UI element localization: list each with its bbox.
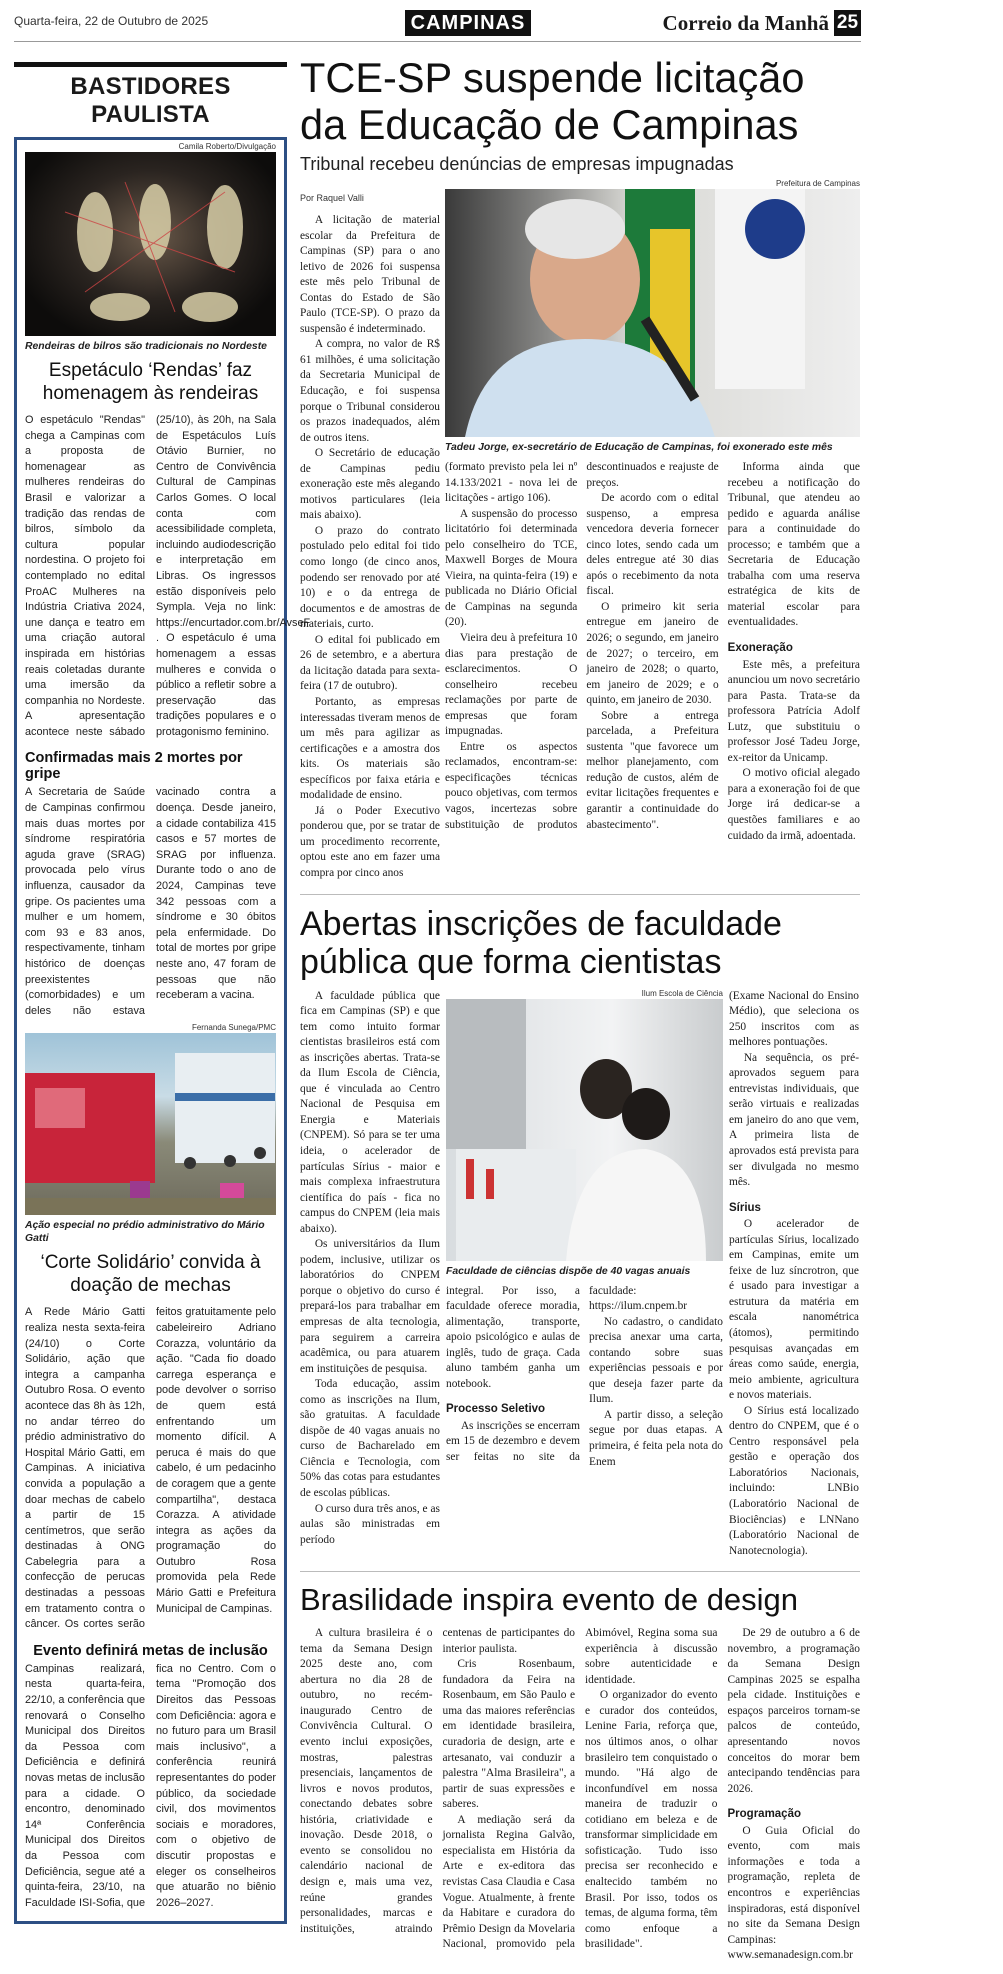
paragraph: O organizador do evento e curador dos conteúdos, Lenine Faria, reforça que, nos últimos anos, o olhar brasileiro tem conquistado o mundo. "Há algo de inconfundível em nossa maneira de traduzir o cotidiano em beleza e de transformar simplicidade em sofisticação. Tudo isso precisa ser reconhecido e enaltecido também no Brasil. Por isso, todos os temas, de alguma forma, têm como enfoque a brasilidade". <box>585 1689 718 1951</box>
paragraph: As inscrições se encerram em 15 de dezembro e devem ser feitas no site da faculdade: https://ilum.cnpem.br <box>446 1284 688 1463</box>
paragraph: No cadastro, o candidato precisa anexar uma carta, contando sobre suas experiências pessoais e por que deseja fazer parte da Ilum. <box>589 1315 723 1406</box>
article-headline: Abertas inscrições de faculdade pública que forma cientistas <box>300 904 782 981</box>
paragraph: Campinas realizará, nesta quarta-feira, 22/10, a conferência que renovará o Conselho Municipal dos Direitos da Pessoa com Deficiência e definirá novas metas de inclusão para a cidade. O encontro, denominado 14ª Conferência Municipal dos Direitos da Pessoa com Deficiência, segue até a quinta-feira, 23/10, na Faculdade ISI-Sofia, que fica no Centro. Com o tema "Promoção dos Direitos das Pessoas com Deficiência: agora e no futuro para um Brasil mais inclusivo", a conferência reunirá representantes do poder público, da sociedade civil, dos movimentos sociais e moradores, com o objetivo de discutir propostas e eleger os conselheiros que atuarão no biênio 2026–2027. <box>25 1662 276 1909</box>
paragraph: O Guia Oficial do evento, com mais informações e toda a programação, repleta de encontros e experiências inspiradoras, está disponível no site da Semana Design Campinas: www.semanadesign.com.br <box>727 1824 860 1962</box>
paragraph: Este mês, a prefeitura anunciou um novo secretário para Pasta. Trata-se da professora Patrícia Adolf Lutz, que substituiu o professor José Tadeu Jorge, ex-reitor da Unicamp. <box>727 658 860 764</box>
paragraph: Os universitários da Ilum podem, inclusive, utilizar os laboratórios do CNPEM porque o objetivo do curso é prepará-los para trabalhar em empresas de alta tecnologia, para seguirem a carreira acadêmica, ou para atuarem em instituições de pesquisa. <box>300 1238 440 1375</box>
photo-credit: Ilum Escola de Ciência <box>641 988 723 998</box>
paragraph: A compra, no valor de R$ 61 milhões, é uma solicitação da Secretaria Municipal de Educação, e foi suspensa porque o Tribunal considerou os prazos inadequados, além de outros itens. <box>300 338 440 444</box>
article-body-cols <box>445 460 860 844</box>
paragraph: Cris Rosenbaum, fundadora da Feira na Rosenbaum, em São Paulo e uma das maiores referências em identidade brasileira, curadoria de design, arte e artesanato, vai conduzir a palestra "Alma Brasileira", a partir de suas expressões e saberes. <box>442 1658 575 1811</box>
paragraph: A Rede Mário Gatti realiza nesta sexta-feira (24/10) o Corte Solidário, ação que integra a campanha Outubro Rosa. O evento acontece das 8h às 12h, no andar térreo do prédio administrativo do Hospital Mário Gatti, em Campinas. A iniciativa convida a população a doar mechas de cabelo a partir de 15 centímetros, que serão destinadas à ONG Cabelegria para a confecção de perucas destinadas a pessoas em tratamento contra o câncer. Os cortes serão feitos gratuitamente pelo cabeleireiro Adriano Corazza, voluntário da ação. "Cada fio doado carrega esperança e pode devolver o sorriso de quem está enfrentando um momento difícil. A peruca é mais do que cabelo, é um pedacinho de coragem que a gente compartilha", destaca Corazza. A atividade integra as ações da programação do Outubro Rosa promovida pela Rede Mário Gatti e Prefeitura Municipal de Campinas. <box>25 1306 276 1631</box>
paragraph: A mediação será da jornalista Regina Galvão, especialista em História da Arte e ex-editora das revistas Casa Claudia e Casa Vogue. Atualmente, à frente da Habitare e curadora do Prêmio Design da Movelaria Nacional, promovido pela Abimóvel, Regina soma sua experiência à discussão sobre autenticidade e identidade. <box>442 1627 718 1951</box>
paragraph: (Exame Nacional do Ensino Médio), que seleciona os 250 inscritos com as melhores pontuações. <box>729 989 859 1049</box>
paragraph: O motivo oficial alegado para a exoneração foi de que Jorge irá dedicar-se a questões familiares e ao cuidado da irmã, adoentada. <box>727 767 860 842</box>
article-body-cols <box>446 1284 723 1471</box>
paragraph: O acelerador de partículas Sírius, localizado em Campinas, emite um feixe de luz síncrotron, que é usado para investigar a estrutura da matéria em escala nanométrica (átomos), permitindo pesquisas avançadas em áreas como saúde, energia, meio ambiente, agricultura e novos materiais. <box>729 1218 859 1402</box>
article1-layout <box>300 179 860 882</box>
masthead <box>560 10 861 36</box>
photo-credit: Camila Roberto/Divulgação <box>178 142 276 151</box>
article-body-col1 <box>300 989 440 1560</box>
paragraph: A partir disso, a seleção segue por duas etapas. A primeira, é feita pela nota do Enem <box>589 1408 723 1468</box>
paragraph: Toda educação, assim como as inscrições na Ilum, são gratuitas. A faculdade dispõe de 40 vagas anuais no curso de Bacharelado em Ciência e Tecnologia, com 50% das cotas para estudantes de escolas públicas. <box>300 1378 440 1500</box>
main-column <box>300 54 860 1974</box>
paragraph: O espetáculo "Rendas" chega a Campinas com a proposta de homenagear as mulheres rendeiras do Brasil e valorizar a tradição das rendas de bilros, símbolo da cultura popular nordestina. O projeto foi contemplado no edital ProAC Mulheres na Indústria Criativa 2024, une dança e teatro em uma criação autoral inspirada em histórias reais coletadas durante uma imersão da companhia no Nordeste. A apresentação acontece neste sábado (25/10), às 20h, na Sala de Espetáculos Luís Otávio Burnier, no Centro de Convivência Cultural de Campinas Carlos Gomes. O local conta com acessibilidade completa, incluindo audiodescrição e interpretação em Libras. Os ingressos estão disponíveis pelo Sympla. Veja no link: https://encurtador.com.br/AvseF . O espetáculo é uma homenagem a essas mulheres e convida o público a refletir sobre a preservação das tradições populares e o protagonismo feminino. <box>25 414 311 738</box>
paragraph: O edital foi publicado em 26 de setembro, e a abertura da licitação datada para sexta-feira (17 de outubro). <box>300 633 440 693</box>
story-headline: ‘Corte Solidário’ convida à doação de mechas <box>40 1252 261 1297</box>
article-divider <box>300 894 860 895</box>
photo-caption: Ação especial no prédio administrativo do Mário Gatti <box>25 1220 265 1245</box>
paragraph: De 29 de outubro a 6 de novembro, a programação da Semana Design Campinas 2025 se espalha pela cidade. Instituições e espaços parceiros tornam-se palcos de conteúdo, apresentando novos conceitos do morar bem antecipando tendências para 2026. <box>727 1627 860 1795</box>
story-headline: Evento definirá metas de inclusão <box>33 1642 268 1659</box>
photo-credit: Fernanda Sunega/PMC <box>191 1023 276 1033</box>
paragraph: A licitação de material escolar da Prefeitura de Campinas (SP) para o ano letivo de 2026 foi suspensa este mês pelo Tribunal de Contas do Estado de São Paulo (TCE-SP). O prazo da suspensão é indeterminado. <box>300 214 440 335</box>
section-label: CAMPINAS <box>405 10 531 36</box>
subheading: Processo Seletivo <box>446 1403 546 1416</box>
truck-photo <box>25 1033 276 1215</box>
paragraph: integral. Por isso, a faculdade oferece moradia, alimentação, transporte, apoio psicológico e aulas de inglês, tudo de graça. Cada aluno também ganha um notebook. <box>446 1284 580 1390</box>
story-headline: Confirmadas mais 2 mortes por gripe <box>25 750 243 783</box>
paragraph: O primeiro kit seria entregue em janeiro de 2026; o segundo, em janeiro de 2027; o terceiro, em janeiro de 2028; o quarto, em janeiro de 2029; e o quinto, em janeiro de 2030. <box>586 600 719 707</box>
story-body <box>25 1662 276 1912</box>
paragraph: O curso dura três anos, e as aulas são ministradas em período <box>300 1502 440 1546</box>
edition-date: Quarta-feira, 22 de Outubro de 2025 <box>14 14 209 28</box>
story-body <box>25 785 276 1019</box>
paragraph: Já o Poder Executivo ponderou que, por se tratar de um procedimento recorrente, optou este ano em fazer uma compra por cinco anos <box>300 804 440 879</box>
page-number: 25 <box>834 10 861 36</box>
article-body-col1 <box>300 213 440 882</box>
paragraph: (formato previsto pela lei nº 14.133/2021 - nova lei de licitações - artigo 106). <box>445 461 578 505</box>
story-body <box>25 413 311 740</box>
paragraph: A cultura brasileira é o tema da Semana Design 2025 deste ano, com abertura no dia 28 de outubro, no recém-inaugurado Centro de Convivência Cultural. O evento inclui exposições, mostras, palestras presenciais, lançamentos de livros e novos produtos, conectando debates sobre história, criatividade e inovação. Desde 2018, o evento se consolidou no calendário nacional de design e, mais uma vez, reúne grandes personalidades, marcas e instituições, atraindo centenas de participantes do interior paulista. <box>300 1627 575 1935</box>
dancers-photo <box>25 152 276 336</box>
paragraph: Portanto, as empresas interessadas tiveram menos de um mês para agilizar as certificações e a amostra dos kits. Os materiais são específicos por faixa etária e modalidade de ensino. <box>300 695 440 802</box>
header-divider <box>14 41 861 42</box>
article-body-cols <box>300 1626 860 1973</box>
article-subtitle: Tribunal recebeu denúncias de empresas impugnadas <box>300 154 734 174</box>
subheading: Exoneração <box>727 642 793 655</box>
dancers-illustration <box>25 152 276 336</box>
paragraph: De acordo com o edital suspenso, a empresa vencedora deveria fornecer cinco lotes, sendo cada um deles entregue até 30 dias após o recebimento da nota fiscal. <box>586 492 719 598</box>
paragraph: A faculdade pública que fica em Campinas (SP) e que tem como intuito formar cientistas brasileiros está com as inscrições abertas. Trata-se da Ilum Escola de Ciência, que é vinculada ao Centro Nacional de Pesquisa em Energia e Materiais (CNPEM). Só para se ter uma ideia, o acelerador de partículas Sírius - maior e mais complexa infraestrutura científica do país - fica no campus do CNPEM (leia mais abaixo). <box>300 989 440 1235</box>
newspaper-logo: Correio da Manhã <box>662 10 829 35</box>
photo-caption: Rendeiras de bilros são tradicionais no Nordeste <box>25 341 267 352</box>
sidebar-box <box>14 137 311 1924</box>
paragraph: Informa ainda que recebeu a notificação do Tribunal, que atendeu ao pedido e aguarda análise para a continuidade do processo; e também que a Secretaria de Educação trabalha com uma reserva estratégica de kits de material escolar para eventualidades. <box>727 461 860 629</box>
paragraph: Entre os aspectos reclamados, encontram-se: especificações técnicas pouco objetivas, com termos vagos, incertezas sobre substituição de produtos descontinuados e reajuste de preços. <box>445 461 719 831</box>
photo-caption: Faculdade de ciências dispõe de 40 vagas anuais <box>446 1265 691 1277</box>
paragraph: O prazo do contrato postulado pelo edital foi tido como longo (de cinco anos, podendo ser renovado por até 10) e o da entrega de documentos e de amostras de materiais, curto. <box>300 524 440 631</box>
lab-photo <box>446 999 723 1261</box>
paragraph: A Secretaria de Saúde de Campinas confirmou mais duas mortes por síndrome respiratória aguda grave (SRAG) provocada pelo vírus influenza, causador da gripe. Os pacientes uma mulher e um homem, com 93 e 83 anos, respectivamente, tinham histórico de doenças preexistentes (comorbidades) e um deles não estava vacinado contra a doença. Desde janeiro, a cidade contabiliza 415 casos e 57 mortes de SRAG por influenza. Durante todo o ano de 2024, Campinas teve 342 pessoas com a síndrome e 30 óbitos pela enfermidade. Do total de mortes por gripe neste ano, 47 foram de pessoas que não receberam a vacina. <box>25 786 276 1017</box>
article2-middle <box>446 989 723 1560</box>
paragraph: Sobre a entrega parcelada, a Prefeitura sustenta "que favorece um melhor planejamento, com redução de custos, além de evitar licitações frequentes e garantir a continuidade do abastecimento". <box>586 709 719 831</box>
sidebar-title: BASTIDORES PAULISTA <box>70 73 231 128</box>
article2-layout <box>300 989 860 1560</box>
article1-left <box>300 179 440 882</box>
story-headline: Espetáculo ‘Rendas’ faz homenagem às rendeiras <box>42 360 259 404</box>
sidebar-top-rule <box>14 62 287 67</box>
students-illustration <box>446 999 723 1261</box>
sidebar <box>14 62 311 1924</box>
article-body-col4 <box>729 989 859 1560</box>
article-headline: TCE-SP suspende licitação da Educação de Campinas <box>300 54 805 148</box>
paragraph: O Secretário de educação de Campinas pediu exoneração este mês alegando motivos particulares (leia mais abaixo). <box>300 447 440 522</box>
speaker-illustration <box>445 189 860 437</box>
truck-illustration <box>25 1033 276 1215</box>
tadeu-jorge-photo <box>445 189 860 437</box>
byline: Por Raquel Valli <box>300 193 364 203</box>
paragraph: A suspensão do processo licitatório foi determinada pelo conselheiro do TCE, Maxwell Borges de Moura Vieira, na quinta-feira (19) e publicada no Diário Oficial de Campinas na segunda (20). <box>445 507 578 629</box>
paragraph: O Sírius está localizado dentro do CNPEM, que é o Centro responsável pela gestão e operação dos Laboratórios Nacionais, incluindo: LNBio (Laboratório Nacional de Biociências) e LNNano (Laboratório Nacional de Nanotecnologia). <box>729 1404 859 1557</box>
photo-caption: Tadeu Jorge, ex-secretário de Educação de Campinas, foi exonerado este mês <box>445 442 833 453</box>
paragraph: Na sequência, os pré-aprovados seguem para entrevistas individuais, que serão virtuais e realizadas em janeiro do ano que vem, A primeira lista de aprovados está prevista para ser divulgada no mesmo mês. <box>729 1051 859 1189</box>
article-divider <box>300 1571 860 1572</box>
subheading: Sírius <box>729 1201 761 1214</box>
photo-credit: Prefeitura de Campinas <box>775 179 860 188</box>
paragraph: Vieira deu à prefeitura 10 dias para prestação de esclarecimentos. O conselheiro recebeu reclamações por parte de empresas que foram impugnadas. <box>445 632 578 738</box>
subheading: Programação <box>727 1808 802 1821</box>
article-headline: Brasilidade inspira evento de design <box>300 1582 799 1618</box>
story-body <box>25 1305 276 1632</box>
article1-right <box>445 179 860 882</box>
